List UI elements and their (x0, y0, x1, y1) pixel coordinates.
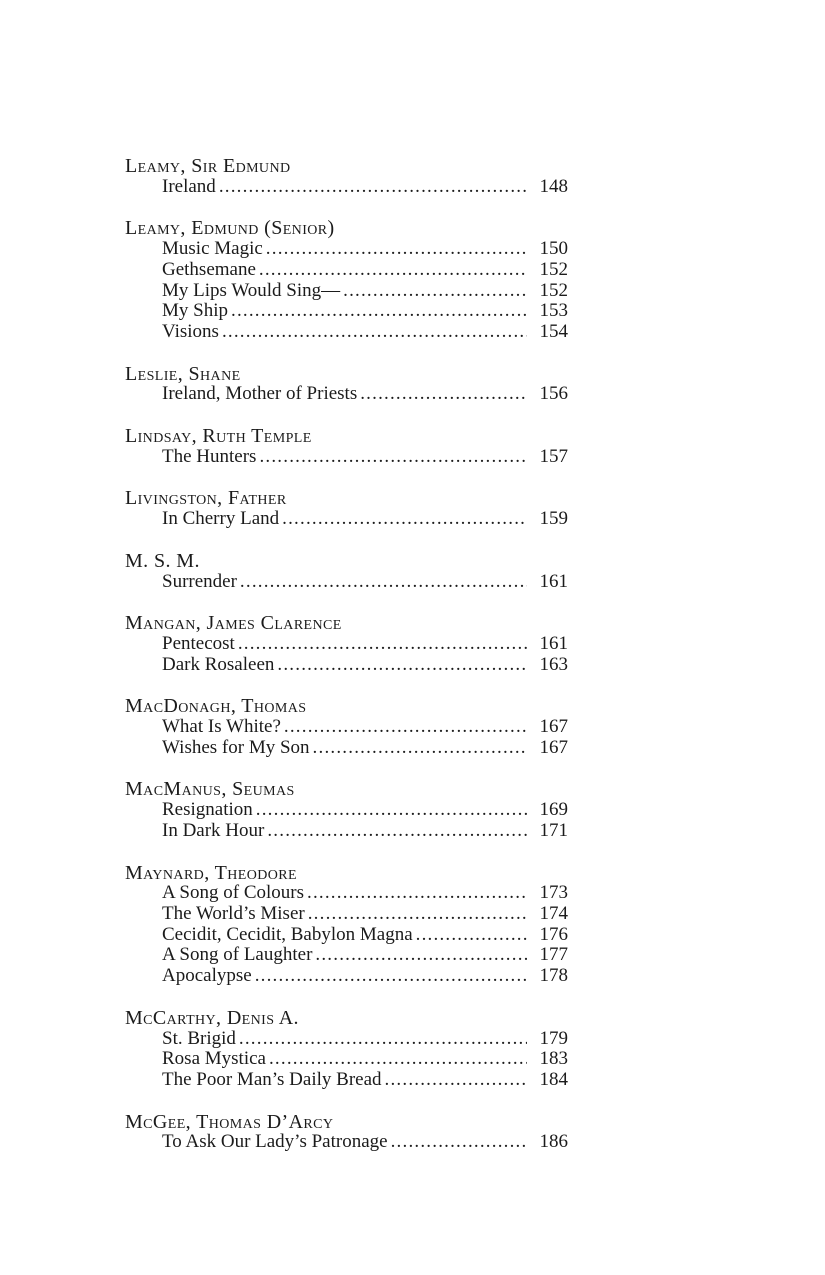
entry-list (125, 572, 568, 593)
toc-entry (125, 945, 568, 966)
entry-page-number: 156 (539, 383, 568, 405)
entry-list (125, 634, 568, 675)
entry-title: A Song of Colours (162, 882, 304, 904)
dot-leader (259, 260, 527, 281)
dot-leader (313, 738, 527, 759)
dot-leader (269, 1049, 527, 1070)
entry-title: What Is White? (162, 716, 281, 738)
dot-leader (240, 572, 527, 593)
author-heading: McCarthy, Denis A. (125, 1006, 299, 1029)
entry-title: The World’s Miser (162, 902, 305, 924)
dot-leader (307, 883, 527, 904)
toc-entry (125, 1049, 568, 1070)
dot-leader (277, 655, 527, 676)
dot-leader (282, 509, 527, 530)
dot-leader (343, 281, 527, 302)
author-heading: McGee, Thomas D’Arcy (125, 1110, 334, 1133)
author-section (125, 1112, 568, 1153)
entry-page-number: 177 (539, 944, 568, 966)
entry-title: Gethsemane (162, 258, 256, 280)
entry-list (125, 447, 568, 468)
author-heading: MacManus, Seumas (125, 778, 295, 801)
author-section (125, 426, 568, 467)
entry-title: A Song of Laughter (162, 944, 313, 966)
toc-entry (125, 904, 568, 925)
entry-page-number: 163 (539, 653, 568, 675)
dot-leader (315, 945, 527, 966)
entry-page-number: 186 (539, 1131, 568, 1153)
entry-title: Ireland, Mother of Priests (162, 383, 358, 405)
entry-page-number: 167 (539, 716, 568, 738)
dot-leader (385, 1070, 527, 1091)
entry-list (125, 384, 568, 405)
entry-page-number: 167 (539, 736, 568, 758)
dot-leader (239, 1029, 527, 1050)
toc-entry (125, 177, 568, 198)
toc-entry (125, 447, 568, 468)
toc-list (125, 156, 568, 1153)
toc-entry (125, 301, 568, 322)
entry-title: In Dark Hour (162, 819, 265, 841)
author-heading: Leamy, Edmund (Senior) (125, 217, 335, 240)
entry-page-number: 152 (539, 258, 568, 280)
entry-list (125, 177, 568, 198)
author-heading: Mangan, James Clarence (125, 612, 342, 635)
entry-list (125, 717, 568, 758)
dot-leader (360, 384, 527, 405)
dot-leader (308, 904, 527, 925)
entry-page-number: 153 (539, 300, 568, 322)
dot-leader (238, 634, 527, 655)
entry-page-number: 157 (539, 445, 568, 467)
author-section (125, 779, 568, 841)
toc-entry (125, 322, 568, 343)
author-section (125, 218, 568, 342)
entry-title: Apocalypse (162, 965, 252, 987)
toc-entry (125, 509, 568, 530)
toc-entry (125, 1132, 568, 1153)
entry-title: Rosa Mystica (162, 1048, 266, 1070)
toc-entry (125, 384, 568, 405)
entry-title: My Ship (162, 300, 228, 322)
toc-entry (125, 738, 568, 759)
entry-page-number: 183 (539, 1048, 568, 1070)
entry-page-number: 174 (539, 902, 568, 924)
entry-list (125, 509, 568, 530)
author-section (125, 1008, 568, 1091)
entry-page-number: 154 (539, 320, 568, 342)
toc-entry (125, 1029, 568, 1050)
dot-leader (416, 925, 527, 946)
entry-page-number: 152 (539, 279, 568, 301)
toc-entry (125, 717, 568, 738)
entry-list (125, 800, 568, 841)
toc-entry (125, 239, 568, 260)
entry-title: Cecidit, Cecidit, Babylon Magna (162, 923, 413, 945)
entry-page-number: 179 (539, 1027, 568, 1049)
entry-page-number: 171 (539, 819, 568, 841)
entry-list (125, 239, 568, 343)
toc-entry (125, 821, 568, 842)
toc-entry (125, 1070, 568, 1091)
entry-list (125, 883, 568, 987)
entry-title: The Hunters (162, 445, 257, 467)
toc-entry (125, 281, 568, 302)
author-section (125, 156, 568, 197)
entry-page-number: 148 (539, 175, 568, 197)
dot-leader (256, 800, 527, 821)
toc-entry (125, 925, 568, 946)
entry-title: To Ask Our Lady’s Patronage (162, 1131, 388, 1153)
entry-list (125, 1132, 568, 1153)
author-section (125, 364, 568, 405)
dot-leader (391, 1132, 527, 1153)
dot-leader (266, 239, 527, 260)
entry-title: Dark Rosaleen (162, 653, 275, 675)
dot-leader (267, 821, 527, 842)
author-section (125, 488, 568, 529)
entry-list (125, 1029, 568, 1091)
author-section (125, 551, 568, 592)
entry-title: My Lips Would Sing— (162, 279, 341, 301)
dot-leader (219, 177, 527, 198)
toc-entry (125, 572, 568, 593)
toc-entry (125, 655, 568, 676)
dot-leader (231, 301, 527, 322)
entry-page-number: 150 (539, 238, 568, 260)
dot-leader (259, 447, 527, 468)
author-heading: Maynard, Theodore (125, 861, 297, 884)
author-heading: M. S. M. (125, 549, 200, 572)
author-heading: Leamy, Sir Edmund (125, 155, 291, 177)
entry-page-number: 176 (539, 923, 568, 945)
author-section (125, 696, 568, 758)
entry-page-number: 184 (539, 1068, 568, 1090)
author-heading: Livingston, Father (125, 487, 287, 510)
toc-entry (125, 883, 568, 904)
dot-leader (255, 966, 527, 987)
author-heading: Leslie, Shane (125, 362, 241, 385)
entry-title: The Poor Man’s Daily Bread (162, 1068, 382, 1090)
entry-title: Visions (162, 320, 219, 342)
entry-page-number: 161 (539, 632, 568, 654)
author-section (125, 613, 568, 675)
author-section (125, 863, 568, 987)
entry-page-number: 173 (539, 882, 568, 904)
entry-page-number: 161 (539, 570, 568, 592)
author-heading: Lindsay, Ruth Temple (125, 425, 312, 448)
entry-title: Resignation (162, 799, 253, 821)
entry-page-number: 159 (539, 508, 568, 530)
toc-entry (125, 260, 568, 281)
entry-title: In Cherry Land (162, 508, 280, 530)
entry-page-number: 169 (539, 799, 568, 821)
entry-page-number: 178 (539, 965, 568, 987)
toc-entry (125, 800, 568, 821)
dot-leader (222, 322, 527, 343)
entry-title: Wishes for My Son (162, 736, 310, 758)
entry-title: Music Magic (162, 238, 263, 260)
entry-title: St. Brigid (162, 1027, 236, 1049)
author-heading: MacDonagh, Thomas (125, 695, 307, 718)
entry-title: Surrender (162, 570, 237, 592)
toc-entry (125, 966, 568, 987)
entry-title: Pentecost (162, 632, 235, 654)
toc-entry (125, 634, 568, 655)
entry-title: Ireland (162, 175, 216, 197)
dot-leader (284, 717, 527, 738)
